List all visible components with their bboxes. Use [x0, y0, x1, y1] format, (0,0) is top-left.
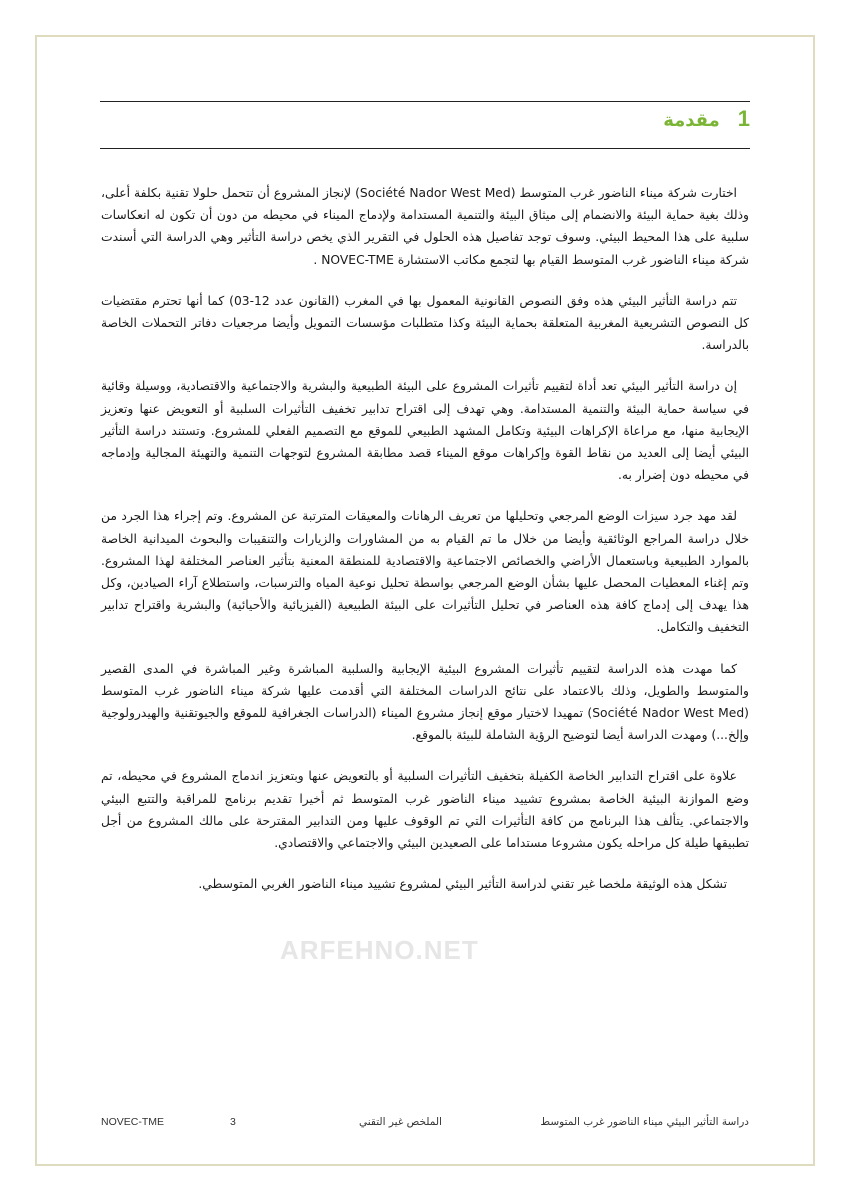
section-number: 1: [737, 106, 750, 131]
footer-company: NOVEC-TME: [101, 1116, 164, 1128]
paragraph-7: تشكل هذه الوثيقة ملخصا غير تقني لدراسة التأثير البيئي لمشروع تشييد ميناء الناضور الغربي المتوسطي.: [198, 877, 727, 892]
paragraph-6: علاوة على اقتراح التدابير الخاصة الكفيلة بتخفيف التأثيرات السلبية أو بالتعويض عنها وبتعزيز اندماج المشروع في محيطه، تم وضع الموازنة البيئية الخاصة بمشروع تشييد ميناء الناضور غرب المتوسط ثم أخيرا تقديم برنامج للمراقبة والتتبع البيئي والاجتماعي. يتألف هذا البرنامج من كافة التأثيرات التي تم الوقوف عليها ومن التدابير المقترحة على مالك المشروع من أجل تطبيقها طيلة كل مراحله يكون مشروعا مستداما على الصعيدين البيئي والاجتماعي والاقتصادي.: [101, 769, 749, 851]
paragraph-3: إن دراسة التأثير البيئي تعد أداة لتقييم تأثيرات المشروع على البيئة الطبيعية والبشرية والاجتماعية والاقتصادية، ووسيلة وقائية في سياسة حماية البيئة والتنمية المستدامة. وهي تهدف إلى اقتراح تدابير تخفيف التأثيرات السلبية أو التعويض عنها وتعزيز الإيجابية منها، مع مراعاة الإكراهات البيئية وتكامل المشهد الطبيعي للموقع مع التصميم الفعلي للمشروع. وتستند دراسة التأثير البيئي أيضا إلى العديد من نقاط القوة وإكراهات موقع الميناء قصد مطابقة المشروع لتوجهات التنمية والتهيئة المجالية وإدماجه في محيطه دون إضرار به.: [101, 379, 749, 483]
paragraph-2: تتم دراسة التأثير البيئي هذه وفق النصوص القانونية المعمول بها في المغرب (القانون عدد 12-03) كما أنها تحترم مقتضيات كل النصوص التشريعية المغربية المتعلقة بحماية البيئة وكذا متطلبات مؤسسات التمويل وأيضا مرجعيات دفاتر التحملات الخاصة بالدراسة.: [101, 293, 749, 353]
footer-page-number: 3: [230, 1116, 236, 1128]
paragraph-5: كما مهدت هذه الدراسة لتقييم تأثيرات المشروع البيئية الإيجابية والسلبية المباشرة وغير المباشرة في المدى القصير والمتوسط والطويل، وذلك بالاعتماد على نتائج الدراسات المختلفة التي أقدمت عليها شركة ميناء الناضور غرب المتوسط (Société Nador West Med) تمهيدا لاختيار موقع إنجاز مشروع الميناء (الدراسات الجغرافية للموقع والجيوتقنية والهيدرولوجية وإلخ...) ومهدت الدراسة أيضا لتوضيح الرؤية الشاملة للبيئة بالموقع.: [101, 661, 749, 743]
section-heading: [663, 106, 750, 132]
heading-bottom-rule: [100, 148, 750, 149]
heading-top-rule: [100, 101, 750, 102]
footer-study-title: دراسة التأثير البيئي ميناء الناضور غرب المتوسط: [540, 1116, 749, 1128]
paragraph-1: اختارت شركة ميناء الناضور غرب المتوسط (Société Nador West Med) لإنجاز المشروع أن تتحمل حلولا تقنية بكلفة أعلى، وذلك بغية حماية البيئة والانضمام إلى ميثاق البيئة والتنمية المستدامة ولإدماج الميناء في محيطه من دون أن تكون له انعكاسات سلبية على هذا المحيط البيئي. وسوف توجد تفاصيل هذه الحلول في التقرير الذي يخص دراسة التأثير وهي الدراسة التي أسندت شركة ميناء الناضور غرب المتوسط القيام بها لتجمع مكاتب الاستشارة NOVEC-TME .: [101, 186, 749, 267]
body-text: [101, 182, 749, 914]
footer-summary-label: الملخص غير التقني: [359, 1116, 442, 1128]
watermark: ARFEHNO.NET: [280, 935, 479, 965]
section-title: مقدمة: [663, 110, 720, 131]
paragraph-4: لقد مهد جرد سيزات الوضع المرجعي وتحليلها من تعريف الرهانات والمعيقات المترتبة عن المشروع. وتم إجراء هذا الجرد من خلال دراسة المراجع الوثائقية وأيضا من خلال ما تم القيام به من المشاورات والزيارات والتنقيبات والبحوث الميدانية الخاصة بالموارد الطبيعية وباستعمال الأراضي والخصائص الاجتماعية والاقتصادية للمنطقة المعنية بتأثير العناصر المختلفة لهذا المشروع. وتم إغناء المعطيات المحصل عليها بشأن الوضع المرجعي بواسطة تحليل نوعية المياه والترسبات، واستطلاع آراء الصيادين، وكل هذا يهدف إلى إدماج كافة هذه العناصر في تحليل التأثيرات على البيئة الطبيعية (الفيزيائية والأحيائية) والبشرية واقتراح تدابير التخفيف والتكامل.: [101, 509, 749, 635]
page-footer: [101, 1116, 749, 1132]
